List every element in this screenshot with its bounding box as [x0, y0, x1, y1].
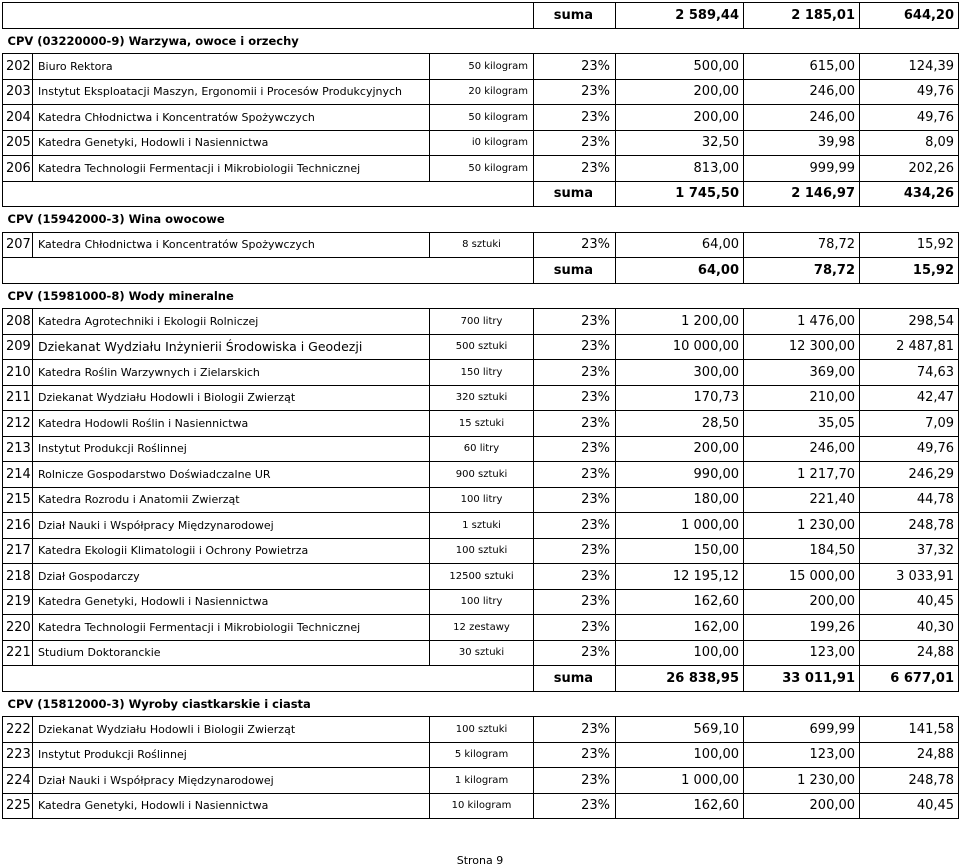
net-value: 170,73 — [616, 385, 744, 411]
gross-value: 246,00 — [744, 105, 860, 131]
gross-value: 199,26 — [744, 615, 860, 641]
cpv-header: CPV (15981000-8) Wody mineralne — [3, 283, 959, 309]
vat-amount: 37,32 — [860, 538, 959, 564]
sum-blank — [3, 3, 534, 29]
net-value: 1 000,00 — [616, 513, 744, 539]
gross-value: 12 300,00 — [744, 334, 860, 360]
sum-vat: 15,92 — [860, 258, 959, 284]
gross-value: 1 230,00 — [744, 513, 860, 539]
row-number: 210 — [3, 360, 33, 386]
vat-amount: 49,76 — [860, 79, 959, 105]
gross-value: 1 230,00 — [744, 768, 860, 794]
table-row — [3, 589, 959, 615]
row-number: 219 — [3, 589, 33, 615]
unit-name: Dział Nauki i Współpracy Międzynarodowej — [33, 768, 430, 794]
net-value: 162,00 — [616, 615, 744, 641]
net-value: 200,00 — [616, 105, 744, 131]
vat-rate: 23% — [534, 589, 616, 615]
gross-value: 184,50 — [744, 538, 860, 564]
net-value: 1 000,00 — [616, 768, 744, 794]
unit-name: Katedra Genetyki, Hodowli i Nasiennictwa — [33, 793, 430, 819]
gross-value: 200,00 — [744, 793, 860, 819]
page-number: Strona 9 — [456, 854, 504, 867]
unit-name: Katedra Genetyki, Hodowli i Nasiennictwa — [33, 589, 430, 615]
cpv-row — [3, 691, 959, 717]
unit-name: Studium Doktoranckie — [33, 640, 430, 666]
vat-amount: 49,76 — [860, 436, 959, 462]
unit-name: Katedra Technologii Fermentacji i Mikrobiologii Technicznej — [33, 615, 430, 641]
quantity: 60 litry — [430, 436, 534, 462]
vat-amount: 40,45 — [860, 589, 959, 615]
vat-amount: 24,88 — [860, 742, 959, 768]
sum-label: suma — [534, 258, 616, 284]
sum-gross: 2 185,01 — [744, 3, 860, 29]
sum-gross: 2 146,97 — [744, 181, 860, 207]
quantity: 50 kilogram — [430, 54, 534, 80]
vat-rate: 23% — [534, 640, 616, 666]
row-number: 222 — [3, 717, 33, 743]
sum-row — [3, 3, 959, 29]
sum-net: 26 838,95 — [616, 666, 744, 692]
cpv-header: CPV (03220000-9) Warzywa, owoce i orzechy — [3, 28, 959, 54]
row-number: 225 — [3, 793, 33, 819]
quantity: 100 sztuki — [430, 717, 534, 743]
vat-amount: 8,09 — [860, 130, 959, 156]
quantity: 1 kilogram — [430, 768, 534, 794]
vat-amount: 246,29 — [860, 462, 959, 488]
quantity: 20 kilogram — [430, 79, 534, 105]
cpv-row — [3, 207, 959, 233]
vat-amount: 40,45 — [860, 793, 959, 819]
table-row — [3, 334, 959, 360]
row-number: 206 — [3, 156, 33, 182]
vat-rate: 23% — [534, 309, 616, 335]
vat-amount: 248,78 — [860, 513, 959, 539]
gross-value: 123,00 — [744, 742, 860, 768]
row-number: 224 — [3, 768, 33, 794]
table-row — [3, 487, 959, 513]
unit-name: Katedra Hodowli Roślin i Nasiennictwa — [33, 411, 430, 437]
quantity: 50 kilogram — [430, 156, 534, 182]
vat-rate: 23% — [534, 360, 616, 386]
unit-name: Dziekanat Wydziału Hodowli i Biologii Zwierząt — [33, 385, 430, 411]
net-value: 300,00 — [616, 360, 744, 386]
table-row — [3, 411, 959, 437]
vat-amount: 2 487,81 — [860, 334, 959, 360]
row-number: 202 — [3, 54, 33, 80]
vat-rate: 23% — [534, 615, 616, 641]
quantity: 1 sztuki — [430, 513, 534, 539]
vat-rate: 23% — [534, 105, 616, 131]
net-value: 813,00 — [616, 156, 744, 182]
table-row — [3, 640, 959, 666]
table-row — [3, 513, 959, 539]
row-number: 218 — [3, 564, 33, 590]
vat-rate: 23% — [534, 411, 616, 437]
quantity: 900 sztuki — [430, 462, 534, 488]
quantity: 500 sztuki — [430, 334, 534, 360]
unit-name: Dziekanat Wydziału Inżynierii Środowiska i Geodezji — [33, 334, 430, 360]
vat-rate: 23% — [534, 385, 616, 411]
vat-rate: 23% — [534, 79, 616, 105]
net-value: 990,00 — [616, 462, 744, 488]
unit-name: Instytut Produkcji Roślinnej — [33, 742, 430, 768]
unit-name: Rolnicze Gospodarstwo Doświadczalne UR — [33, 462, 430, 488]
gross-value: 369,00 — [744, 360, 860, 386]
quantity: 10 kilogram — [430, 793, 534, 819]
net-value: 28,50 — [616, 411, 744, 437]
row-number: 209 — [3, 334, 33, 360]
unit-name: Katedra Chłodnictwa i Koncentratów Spożywczych — [33, 232, 430, 258]
gross-value: 246,00 — [744, 436, 860, 462]
quantity: 12 zestawy — [430, 615, 534, 641]
table-row — [3, 385, 959, 411]
vat-amount: 248,78 — [860, 768, 959, 794]
sum-net: 2 589,44 — [616, 3, 744, 29]
table-row — [3, 79, 959, 105]
row-number: 203 — [3, 79, 33, 105]
vat-rate: 23% — [534, 232, 616, 258]
net-value: 569,10 — [616, 717, 744, 743]
net-value: 500,00 — [616, 54, 744, 80]
vat-amount: 49,76 — [860, 105, 959, 131]
net-value: 200,00 — [616, 436, 744, 462]
vat-amount: 3 033,91 — [860, 564, 959, 590]
gross-value: 999,99 — [744, 156, 860, 182]
table-row — [3, 462, 959, 488]
row-number: 214 — [3, 462, 33, 488]
gross-value: 221,40 — [744, 487, 860, 513]
net-value: 1 200,00 — [616, 309, 744, 335]
net-value: 150,00 — [616, 538, 744, 564]
row-number: 211 — [3, 385, 33, 411]
table-row — [3, 742, 959, 768]
sum-vat: 644,20 — [860, 3, 959, 29]
sum-net: 64,00 — [616, 258, 744, 284]
sum-blank — [3, 258, 534, 284]
vat-rate: 23% — [534, 717, 616, 743]
gross-value: 15 000,00 — [744, 564, 860, 590]
gross-value: 123,00 — [744, 640, 860, 666]
unit-name: Dziekanat Wydziału Hodowli i Biologii Zwierząt — [33, 717, 430, 743]
gross-value: 35,05 — [744, 411, 860, 437]
vat-amount: 202,26 — [860, 156, 959, 182]
net-value: 200,00 — [616, 79, 744, 105]
quantity: 100 sztuki — [430, 538, 534, 564]
unit-name: Dział Gospodarczy — [33, 564, 430, 590]
cpv-header: CPV (15942000-3) Wina owocowe — [3, 207, 959, 233]
sum-blank — [3, 666, 534, 692]
vat-rate: 23% — [534, 513, 616, 539]
unit-name: Katedra Roślin Warzywnych i Zielarskich — [33, 360, 430, 386]
row-number: 212 — [3, 411, 33, 437]
vat-rate: 23% — [534, 156, 616, 182]
gross-value: 615,00 — [744, 54, 860, 80]
sum-label: suma — [534, 181, 616, 207]
table-row — [3, 130, 959, 156]
vat-rate: 23% — [534, 334, 616, 360]
row-number: 215 — [3, 487, 33, 513]
unit-name: Instytut Eksploatacji Maszyn, Ergonomii i Procesów Produkcyjnych — [33, 79, 430, 105]
row-number: 223 — [3, 742, 33, 768]
vat-amount: 44,78 — [860, 487, 959, 513]
vat-rate: 23% — [534, 130, 616, 156]
net-value: 162,60 — [616, 793, 744, 819]
vat-amount: 7,09 — [860, 411, 959, 437]
table-row — [3, 156, 959, 182]
quantity: 150 litry — [430, 360, 534, 386]
quantity: 12500 sztuki — [430, 564, 534, 590]
vat-rate: 23% — [534, 436, 616, 462]
vat-rate: 23% — [534, 54, 616, 80]
row-number: 207 — [3, 232, 33, 258]
unit-name: Katedra Genetyki, Hodowli i Nasiennictwa — [33, 130, 430, 156]
sum-label: suma — [534, 3, 616, 29]
table-row — [3, 436, 959, 462]
unit-name: Katedra Agrotechniki i Ekologii Rolniczej — [33, 309, 430, 335]
net-value: 64,00 — [616, 232, 744, 258]
unit-name: Katedra Rozrodu i Anatomii Zwierząt — [33, 487, 430, 513]
net-value: 162,60 — [616, 589, 744, 615]
unit-name: Dział Nauki i Współpracy Międzynarodowej — [33, 513, 430, 539]
gross-value: 699,99 — [744, 717, 860, 743]
unit-name: Biuro Rektora — [33, 54, 430, 80]
vat-rate: 23% — [534, 538, 616, 564]
gross-value: 246,00 — [744, 79, 860, 105]
vat-rate: 23% — [534, 462, 616, 488]
vat-amount: 40,30 — [860, 615, 959, 641]
net-value: 100,00 — [616, 640, 744, 666]
net-value: 12 195,12 — [616, 564, 744, 590]
net-value: 32,50 — [616, 130, 744, 156]
net-value: 100,00 — [616, 742, 744, 768]
table-row — [3, 768, 959, 794]
quantity: 100 litry — [430, 589, 534, 615]
net-value: 180,00 — [616, 487, 744, 513]
vat-amount: 141,58 — [860, 717, 959, 743]
table-row — [3, 615, 959, 641]
gross-value: 1 476,00 — [744, 309, 860, 335]
table-row — [3, 309, 959, 335]
quantity: 100 litry — [430, 487, 534, 513]
gross-value: 78,72 — [744, 232, 860, 258]
table-row — [3, 105, 959, 131]
vat-rate: 23% — [534, 564, 616, 590]
sum-label: suma — [534, 666, 616, 692]
table-row — [3, 717, 959, 743]
quantity: 700 litry — [430, 309, 534, 335]
row-number: 213 — [3, 436, 33, 462]
row-number: 208 — [3, 309, 33, 335]
unit-name: Katedra Chłodnictwa i Koncentratów Spożywczych — [33, 105, 430, 131]
unit-name: Instytut Produkcji Roślinnej — [33, 436, 430, 462]
gross-value: 200,00 — [744, 589, 860, 615]
sum-net: 1 745,50 — [616, 181, 744, 207]
row-number: 204 — [3, 105, 33, 131]
sum-gross: 33 011,91 — [744, 666, 860, 692]
sum-vat: 434,26 — [860, 181, 959, 207]
sum-row — [3, 666, 959, 692]
vat-amount: 24,88 — [860, 640, 959, 666]
quantity: i0 kilogram — [430, 130, 534, 156]
cpv-row — [3, 283, 959, 309]
quantity: 8 sztuki — [430, 232, 534, 258]
vat-amount: 298,54 — [860, 309, 959, 335]
vat-amount: 42,47 — [860, 385, 959, 411]
procurement-table — [2, 2, 959, 819]
sum-gross: 78,72 — [744, 258, 860, 284]
table-row — [3, 360, 959, 386]
gross-value: 1 217,70 — [744, 462, 860, 488]
vat-rate: 23% — [534, 793, 616, 819]
table-row — [3, 564, 959, 590]
vat-amount: 15,92 — [860, 232, 959, 258]
sum-row — [3, 181, 959, 207]
quantity: 15 sztuki — [430, 411, 534, 437]
quantity: 30 sztuki — [430, 640, 534, 666]
quantity: 50 kilogram — [430, 105, 534, 131]
quantity: 5 kilogram — [430, 742, 534, 768]
vat-rate: 23% — [534, 742, 616, 768]
gross-value: 39,98 — [744, 130, 860, 156]
quantity: 320 sztuki — [430, 385, 534, 411]
vat-rate: 23% — [534, 768, 616, 794]
cpv-row — [3, 28, 959, 54]
row-number: 216 — [3, 513, 33, 539]
row-number: 221 — [3, 640, 33, 666]
table-row — [3, 54, 959, 80]
sum-row — [3, 258, 959, 284]
vat-rate: 23% — [534, 487, 616, 513]
table-row — [3, 793, 959, 819]
row-number: 205 — [3, 130, 33, 156]
vat-amount: 74,63 — [860, 360, 959, 386]
gross-value: 210,00 — [744, 385, 860, 411]
table-row — [3, 232, 959, 258]
vat-amount: 124,39 — [860, 54, 959, 80]
row-number: 217 — [3, 538, 33, 564]
unit-name: Katedra Ekologii Klimatologii i Ochrony Powietrza — [33, 538, 430, 564]
cpv-header: CPV (15812000-3) Wyroby ciastkarskie i ciasta — [3, 691, 959, 717]
unit-name: Katedra Technologii Fermentacji i Mikrobiologii Technicznej — [33, 156, 430, 182]
net-value: 10 000,00 — [616, 334, 744, 360]
row-number: 220 — [3, 615, 33, 641]
sum-vat: 6 677,01 — [860, 666, 959, 692]
sum-blank — [3, 181, 534, 207]
table-row — [3, 538, 959, 564]
